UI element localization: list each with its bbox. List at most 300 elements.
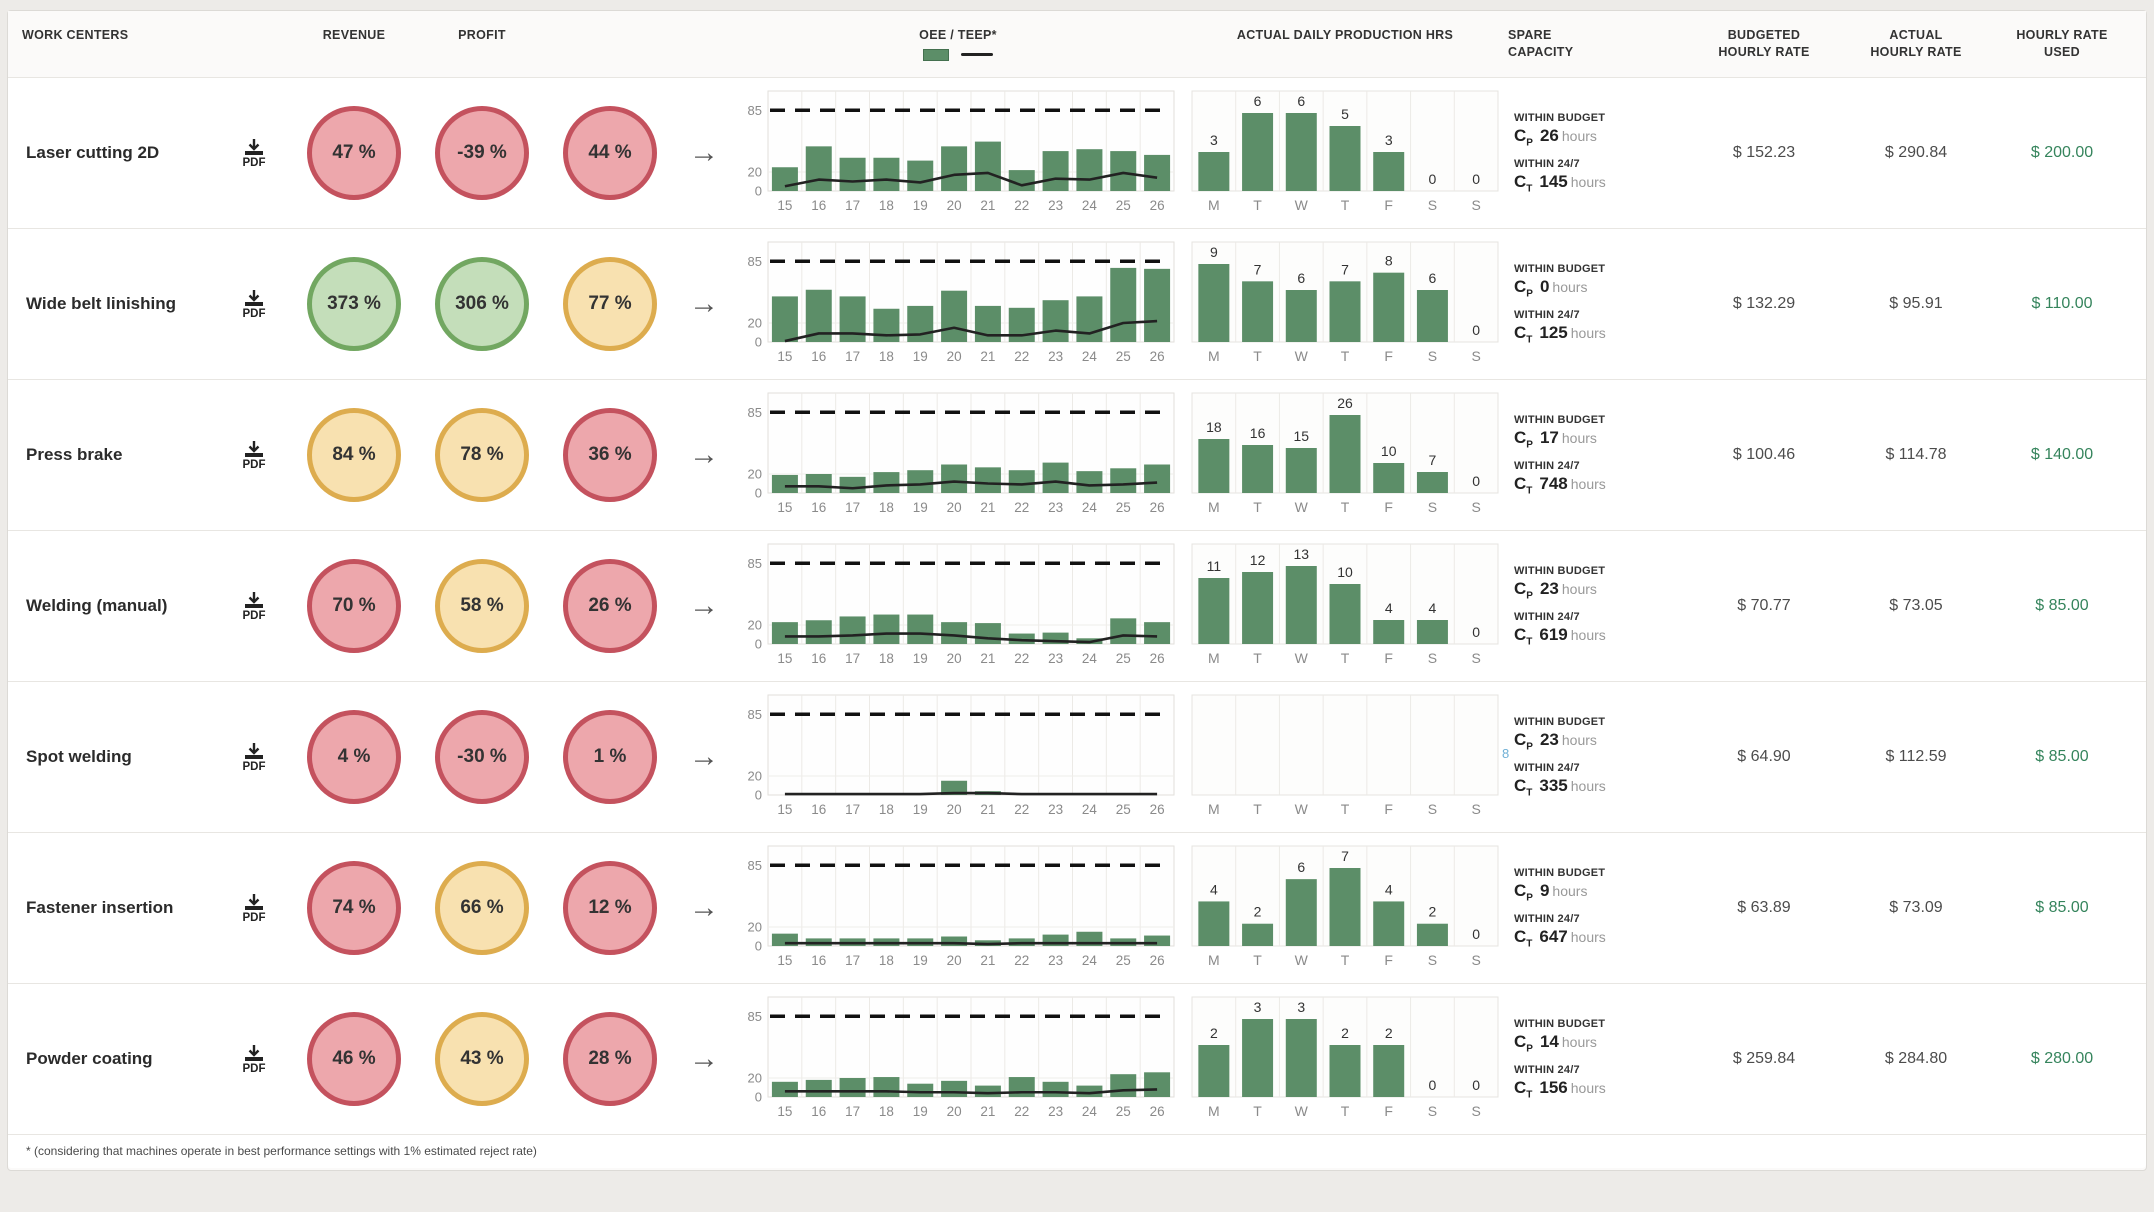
spare-capacity-cell	[1508, 565, 1688, 647]
capacity-symbol-subscript: P	[1526, 892, 1533, 904]
oee-x-tick: 21	[980, 953, 996, 968]
weekday-tick: T	[1253, 197, 1262, 213]
capacity-hours-value: 125	[1539, 322, 1568, 342]
daily-production-chart	[1186, 538, 1504, 674]
spare-capacity-value	[1514, 1032, 1688, 1054]
capacity-symbol: C	[1514, 1077, 1527, 1097]
oee-chart-cell	[734, 689, 1182, 825]
within-budget-label: WITHIN BUDGET	[1514, 263, 1606, 276]
oee-x-tick: 21	[980, 500, 996, 515]
weekday-tick: T	[1253, 952, 1262, 968]
weekday-tick: T	[1253, 650, 1262, 666]
weekday-tick: F	[1384, 650, 1393, 666]
oee-teep-chart	[738, 85, 1178, 221]
oee-x-tick: 21	[980, 198, 996, 213]
actual-hourly-rate: $ 114.78	[1885, 446, 1947, 463]
col-header-daily-production: ACTUAL DAILY PRODUCTION HRS	[1236, 28, 1454, 42]
capacity-symbol-subscript: T	[1526, 635, 1533, 647]
profit-indicator: 78 %	[435, 408, 529, 502]
oee-x-tick: 25	[1115, 953, 1131, 968]
expand-arrow[interactable]: →	[689, 1042, 719, 1075]
oee-x-tick: 23	[1048, 651, 1064, 666]
oee-y-tick: 0	[754, 485, 762, 501]
capacity-symbol-subscript: P	[1526, 741, 1533, 753]
hours-unit-label: hours	[1570, 324, 1606, 341]
download-icon	[243, 440, 265, 458]
oee-chart-cell	[734, 991, 1182, 1127]
hours-unit-label: hours	[1570, 475, 1606, 492]
oee-y-tick: 85	[747, 555, 762, 571]
oee-x-tick: 21	[980, 651, 996, 666]
pdf-cell	[234, 440, 290, 471]
capacity-symbol: C	[1514, 624, 1527, 644]
daily-value-label: 0	[1472, 624, 1481, 640]
work-center-row	[8, 228, 2146, 379]
oee-indicator: 26 %	[563, 559, 657, 653]
weekday-tick: M	[1208, 952, 1220, 968]
work-center-row	[8, 77, 2146, 228]
capacity-symbol-subscript: P	[1526, 137, 1533, 149]
hours-unit-label: hours	[1570, 928, 1606, 945]
download-icon	[243, 138, 265, 156]
capacity-symbol-subscript: T	[1526, 484, 1533, 496]
oee-indicator-cell	[546, 106, 674, 200]
daily-value-label: 13	[1293, 546, 1310, 562]
pdf-download-button[interactable]	[234, 1044, 274, 1075]
work-center-name: Welding (manual)	[26, 596, 168, 615]
oee-y-tick: 0	[754, 787, 762, 803]
profit-indicator-cell	[418, 106, 546, 200]
spare-capacity-value	[1514, 625, 1688, 647]
oee-x-tick: 19	[912, 1104, 928, 1119]
capacity-hours-value: 0	[1539, 277, 1550, 297]
oee-x-tick: 23	[1048, 1104, 1064, 1119]
col-header-oee-teep	[919, 27, 997, 61]
oee-x-tick: 23	[1048, 953, 1064, 968]
expand-arrow[interactable]: →	[689, 287, 719, 320]
oee-teep-chart	[738, 538, 1178, 674]
revenue-indicator: 4 %	[307, 710, 401, 804]
daily-value-label: 0	[1472, 1077, 1481, 1093]
oee-x-tick: 22	[1014, 349, 1030, 364]
capacity-symbol: C	[1514, 171, 1527, 191]
weekday-tick: S	[1471, 348, 1481, 364]
weekday-tick: T	[1253, 499, 1262, 515]
expand-arrow[interactable]: →	[689, 589, 719, 622]
oee-y-tick: 85	[747, 857, 762, 873]
oee-x-tick: 24	[1081, 802, 1097, 817]
weekday-tick: W	[1294, 197, 1308, 213]
weekday-tick: W	[1294, 801, 1308, 817]
oee-x-tick: 22	[1014, 1104, 1030, 1119]
daily-value-label: 2	[1209, 1025, 1218, 1041]
within-budget-label: WITHIN BUDGET	[1514, 716, 1606, 729]
weekday-tick: M	[1208, 499, 1220, 515]
oee-x-tick: 26	[1149, 802, 1165, 817]
capacity-symbol-subscript: T	[1526, 937, 1533, 949]
oee-x-tick: 19	[912, 349, 928, 364]
pdf-button-label: PDF	[242, 307, 266, 320]
oee-x-tick: 18	[878, 500, 894, 515]
oee-x-tick: 25	[1115, 349, 1131, 364]
oee-x-tick: 24	[1081, 651, 1097, 666]
oee-x-tick: 15	[777, 198, 793, 213]
budgeted-hourly-rate: $ 63.89	[1737, 899, 1791, 916]
revenue-indicator-cell	[290, 559, 418, 653]
oee-x-tick: 22	[1014, 500, 1030, 515]
oee-x-tick: 16	[811, 802, 827, 817]
actual-hourly-rate: $ 112.59	[1885, 748, 1947, 765]
oee-x-tick: 22	[1014, 651, 1030, 666]
spare-capacity-value	[1514, 428, 1688, 450]
oee-indicator-cell	[546, 861, 674, 955]
daily-value-label: 7	[1253, 261, 1262, 278]
oee-x-tick: 24	[1081, 953, 1097, 968]
daily-value-label: 0	[1472, 171, 1481, 187]
col-header-budgeted-rate: BUDGETED HOURLY RATE	[1718, 28, 1810, 59]
daily-chart-cell	[1182, 991, 1508, 1127]
capacity-symbol: C	[1514, 775, 1527, 795]
oee-x-tick: 18	[878, 802, 894, 817]
pdf-download-button[interactable]	[234, 591, 274, 622]
daily-production-chart	[1186, 991, 1504, 1127]
weekday-tick: S	[1427, 348, 1438, 364]
weekday-tick: W	[1294, 348, 1308, 364]
spare-capacity-value	[1514, 126, 1688, 148]
capacity-symbol: C	[1514, 322, 1527, 342]
oee-y-tick: 85	[747, 706, 762, 722]
capacity-symbol-subscript: P	[1526, 1043, 1533, 1055]
expand-arrow[interactable]: →	[689, 136, 719, 169]
daily-value-label: 0	[1472, 926, 1481, 942]
daily-value-label: 7	[1341, 261, 1349, 278]
table-body	[8, 77, 2146, 1134]
within-247-label: WITHIN 24/7	[1514, 308, 1580, 321]
daily-value-label: 4	[1384, 881, 1393, 898]
oee-x-tick: 15	[777, 802, 793, 817]
actual-hourly-rate: $ 290.84	[1884, 144, 1948, 161]
budgeted-hourly-rate: $ 64.90	[1737, 748, 1791, 765]
oee-indicator-cell	[546, 710, 674, 804]
oee-x-tick: 26	[1149, 1104, 1165, 1119]
profit-indicator-cell	[418, 408, 546, 502]
download-icon	[243, 742, 265, 760]
weekday-tick: M	[1208, 348, 1220, 364]
oee-indicator-cell	[546, 559, 674, 653]
weekday-tick: F	[1384, 801, 1393, 817]
oee-x-tick: 17	[845, 651, 861, 666]
capacity-symbol: C	[1514, 126, 1527, 146]
table-header	[8, 11, 2146, 77]
oee-x-tick: 23	[1048, 802, 1064, 817]
actual-hourly-rate: $ 73.09	[1889, 899, 1943, 916]
pdf-download-button[interactable]	[234, 289, 274, 320]
oee-x-tick: 20	[946, 802, 962, 817]
weekday-tick: S	[1471, 1103, 1481, 1119]
oee-x-tick: 16	[811, 953, 827, 968]
daily-production-chart	[1186, 689, 1504, 825]
within-budget-label: WITHIN BUDGET	[1514, 414, 1606, 427]
capacity-symbol: C	[1514, 1032, 1527, 1052]
daily-chart-cell	[1182, 236, 1508, 372]
oee-y-tick: 0	[754, 183, 762, 199]
hours-unit-label: hours	[1561, 430, 1597, 447]
oee-x-tick: 20	[946, 651, 962, 666]
oee-x-tick: 16	[811, 349, 827, 364]
hourly-rate-used: $ 85.00	[2035, 748, 2089, 765]
oee-teep-title: OEE / TEEP*	[919, 28, 997, 42]
hours-unit-label: hours	[1561, 732, 1597, 749]
oee-x-tick: 18	[878, 198, 894, 213]
daily-value-label: 6	[1253, 93, 1262, 109]
oee-teep-legend	[919, 49, 997, 61]
pdf-cell	[234, 138, 290, 169]
within-budget-label: WITHIN BUDGET	[1514, 112, 1606, 125]
oee-chart-cell	[734, 236, 1182, 372]
oee-x-tick: 26	[1149, 953, 1165, 968]
spare-capacity-value	[1514, 277, 1688, 299]
daily-value-label: 4	[1384, 600, 1393, 616]
oee-x-tick: 26	[1149, 500, 1165, 515]
work-center-name: Powder coating	[26, 1049, 153, 1068]
oee-x-tick: 15	[777, 349, 793, 364]
col-header-rate-used: HOURLY RATE USED	[2016, 28, 2108, 59]
hourly-rate-used: $ 140.00	[2030, 446, 2094, 463]
weekday-tick: S	[1471, 197, 1481, 213]
pdf-cell	[234, 591, 290, 622]
within-247-label: WITHIN 24/7	[1514, 610, 1580, 623]
weekday-tick: F	[1384, 197, 1393, 213]
weekday-tick: T	[1340, 1103, 1350, 1119]
oee-x-tick: 17	[845, 349, 861, 364]
download-icon	[243, 893, 265, 911]
hours-unit-label: hours	[1561, 1034, 1597, 1051]
weekday-tick: S	[1427, 197, 1438, 213]
capacity-hours-value: 748	[1539, 473, 1568, 493]
daily-value-label: 6	[1428, 270, 1437, 286]
budgeted-hourly-rate: $ 70.77	[1737, 597, 1791, 614]
daily-chart-cell	[1182, 387, 1508, 523]
expand-arrow[interactable]: →	[689, 740, 719, 773]
weekday-tick: M	[1208, 197, 1220, 213]
spare-capacity-cell	[1502, 716, 1688, 798]
hours-unit-label: hours	[1570, 1079, 1606, 1096]
weekday-tick: S	[1427, 650, 1438, 666]
oee-y-tick: 0	[754, 636, 762, 652]
spare-capacity-cell	[1508, 1018, 1688, 1100]
weekday-tick: S	[1471, 650, 1481, 666]
capacity-symbol: C	[1514, 881, 1527, 901]
revenue-indicator-cell	[290, 710, 418, 804]
oee-x-tick: 25	[1115, 1104, 1131, 1119]
profit-indicator: 43 %	[435, 1012, 529, 1106]
budgeted-hourly-rate: $ 259.84	[1732, 1050, 1796, 1067]
weekday-tick: F	[1384, 952, 1393, 968]
profit-indicator-cell	[418, 257, 546, 351]
hourly-rate-used: $ 85.00	[2035, 899, 2089, 916]
actual-hourly-rate: $ 95.91	[1889, 295, 1943, 312]
daily-value-label: 11	[1206, 558, 1222, 574]
revenue-indicator: 70 %	[307, 559, 401, 653]
teep-legend-line	[961, 53, 993, 56]
capacity-symbol: C	[1514, 579, 1527, 599]
oee-x-tick: 23	[1048, 500, 1064, 515]
oee-x-tick: 26	[1149, 651, 1165, 666]
oee-y-tick: 20	[747, 1070, 762, 1086]
spare-capacity-value	[1514, 474, 1688, 496]
teep-footnote: * (considering that machines operate in best performance settings with 1% estimated reject rate)	[26, 1144, 537, 1158]
hourly-rate-used: $ 280.00	[2030, 1050, 2094, 1067]
within-budget-label: WITHIN BUDGET	[1514, 1018, 1606, 1031]
weekday-tick: T	[1340, 499, 1350, 515]
oee-indicator-cell	[546, 408, 674, 502]
oee-x-tick: 25	[1115, 198, 1131, 213]
weekday-tick: F	[1384, 499, 1393, 515]
pdf-button-label: PDF	[242, 458, 266, 471]
oee-indicator-cell	[546, 257, 674, 351]
daily-value-label: 6	[1297, 270, 1306, 286]
weekday-tick: S	[1471, 499, 1481, 515]
oee-indicator: 28 %	[563, 1012, 657, 1106]
capacity-hours-value: 156	[1539, 1077, 1568, 1097]
weekday-tick: T	[1340, 197, 1350, 213]
work-center-name: Fastener insertion	[26, 898, 174, 917]
oee-x-tick: 19	[912, 500, 928, 515]
oee-teep-chart	[738, 840, 1178, 976]
pdf-button-label: PDF	[242, 609, 266, 622]
oee-y-tick: 20	[747, 466, 762, 482]
hours-unit-label: hours	[1570, 777, 1606, 794]
spare-capacity-value	[1514, 579, 1688, 601]
oee-x-tick: 19	[912, 198, 928, 213]
oee-x-tick: 19	[912, 953, 928, 968]
expand-arrow[interactable]: →	[689, 438, 719, 471]
col-header-revenue: REVENUE	[322, 28, 386, 42]
capacity-symbol-subscript: P	[1526, 439, 1533, 451]
pdf-cell	[234, 1044, 290, 1075]
spare-capacity-value	[1514, 323, 1688, 345]
daily-value-label: 7	[1341, 848, 1349, 864]
within-247-label: WITHIN 24/7	[1514, 761, 1580, 774]
oee-x-tick: 17	[845, 802, 861, 817]
within-247-label: WITHIN 24/7	[1514, 459, 1580, 472]
daily-production-chart	[1186, 387, 1504, 523]
daily-production-chart	[1186, 236, 1504, 372]
oee-x-tick: 15	[777, 953, 793, 968]
spare-capacity-value	[1514, 730, 1688, 752]
daily-production-chart	[1186, 840, 1504, 976]
hours-unit-label: hours	[1570, 626, 1606, 643]
within-247-label: WITHIN 24/7	[1514, 157, 1580, 170]
revenue-indicator: 84 %	[307, 408, 401, 502]
capacity-hours-value: 23	[1539, 730, 1559, 750]
capacity-symbol-subscript: T	[1526, 333, 1533, 345]
oee-x-tick: 16	[811, 198, 827, 213]
daily-value-label: 0	[1472, 322, 1481, 338]
weekday-tick: W	[1294, 650, 1308, 666]
capacity-hours-value: 9	[1539, 881, 1550, 901]
oee-indicator: 77 %	[563, 257, 657, 351]
weekday-tick: S	[1427, 499, 1438, 515]
revenue-indicator-cell	[290, 1012, 418, 1106]
oee-x-tick: 26	[1149, 198, 1165, 213]
work-center-name: Laser cutting 2D	[26, 143, 160, 162]
oee-x-tick: 20	[946, 953, 962, 968]
capacity-symbol-subscript: P	[1526, 590, 1533, 602]
daily-value-label: 3	[1253, 999, 1262, 1015]
daily-value-label: 3	[1209, 132, 1218, 148]
oee-y-tick: 85	[747, 102, 762, 118]
oee-chart-cell	[734, 387, 1182, 523]
oee-x-tick: 18	[878, 1104, 894, 1119]
capacity-hours-value: 647	[1539, 926, 1568, 946]
pdf-cell	[234, 893, 290, 924]
budgeted-hourly-rate: $ 152.23	[1732, 144, 1796, 161]
capacity-hours-value: 619	[1539, 624, 1568, 644]
download-icon	[243, 1044, 265, 1062]
pdf-download-button[interactable]	[234, 440, 274, 471]
profit-indicator-cell	[418, 710, 546, 804]
weekday-tick: W	[1294, 952, 1308, 968]
oee-x-tick: 25	[1115, 651, 1131, 666]
daily-value-label: 6	[1297, 859, 1306, 876]
oee-x-tick: 20	[946, 198, 962, 213]
pdf-download-button[interactable]	[234, 893, 274, 924]
capacity-symbol-subscript: T	[1526, 1088, 1533, 1100]
actual-hourly-rate: $ 73.05	[1889, 597, 1943, 614]
oee-teep-chart	[738, 991, 1178, 1127]
daily-value-label: 15	[1293, 428, 1310, 444]
pdf-button-label: PDF	[242, 760, 266, 773]
revenue-indicator-cell	[290, 106, 418, 200]
hours-unit-label: hours	[1570, 173, 1606, 190]
weekday-tick: T	[1253, 1103, 1262, 1119]
revenue-indicator-cell	[290, 257, 418, 351]
oee-x-tick: 19	[912, 802, 928, 817]
pdf-download-button[interactable]	[234, 138, 274, 169]
pdf-button-label: PDF	[242, 1062, 266, 1075]
oee-x-tick: 22	[1014, 953, 1030, 968]
weekday-tick: S	[1427, 1103, 1438, 1119]
oee-indicator: 44 %	[563, 106, 657, 200]
revenue-indicator-cell	[290, 408, 418, 502]
hourly-rate-used: $ 110.00	[2031, 295, 2093, 312]
profit-indicator-cell	[418, 861, 546, 955]
oee-y-tick: 85	[747, 253, 762, 269]
profit-indicator: 66 %	[435, 861, 529, 955]
oee-indicator: 1 %	[563, 710, 657, 804]
spare-capacity-value	[1514, 927, 1688, 949]
oee-x-tick: 19	[912, 651, 928, 666]
spare-capacity-cell	[1508, 263, 1688, 345]
daily-value-label: 16	[1249, 425, 1266, 441]
daily-chart-cell	[1182, 538, 1508, 674]
daily-production-chart	[1186, 85, 1504, 221]
work-center-row	[8, 379, 2146, 530]
oee-teep-chart	[738, 387, 1178, 523]
oee-x-tick: 16	[811, 500, 827, 515]
pdf-download-button[interactable]	[234, 742, 274, 773]
spare-capacity-value	[1514, 776, 1688, 798]
expand-arrow[interactable]: →	[689, 891, 719, 924]
oee-x-tick: 15	[777, 1104, 793, 1119]
oee-x-tick: 24	[1081, 198, 1097, 213]
within-247-label: WITHIN 24/7	[1514, 912, 1580, 925]
daily-value-label: 10	[1380, 443, 1397, 459]
weekday-tick: S	[1427, 801, 1438, 817]
oee-teep-chart	[738, 689, 1178, 825]
profit-indicator: 58 %	[435, 559, 529, 653]
